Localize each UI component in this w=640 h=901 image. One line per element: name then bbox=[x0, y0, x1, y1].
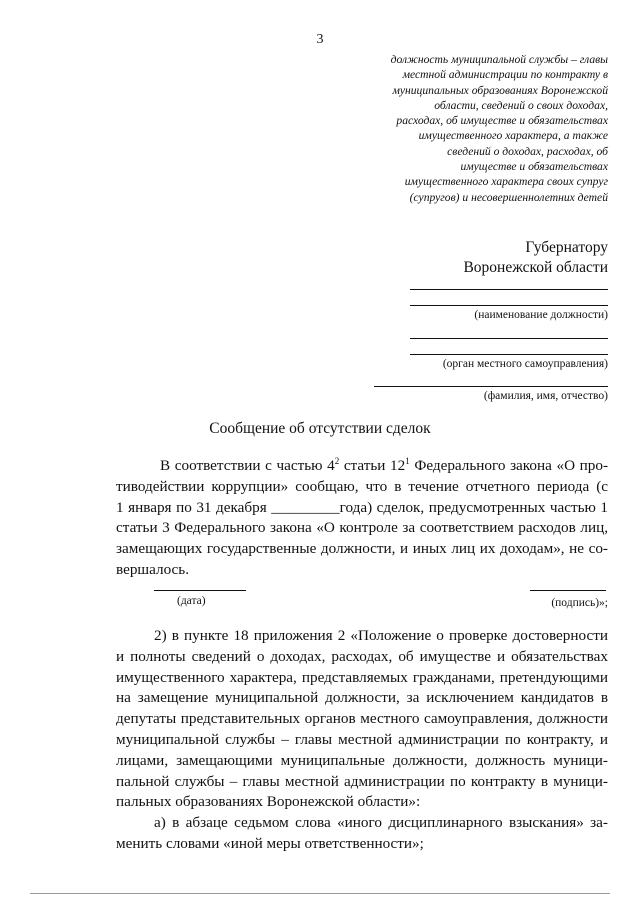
blank-line bbox=[410, 354, 608, 355]
signature-label: (подпись)»; bbox=[551, 597, 608, 609]
addressee-line: Губернатору bbox=[525, 239, 608, 256]
page-number: 3 bbox=[316, 32, 324, 47]
header-line: расходах, об имуществе и обязательствах bbox=[396, 114, 608, 128]
body-label: (орган местного самоуправления) bbox=[442, 358, 608, 370]
header-line: сведений о доходах, расходах, об bbox=[447, 144, 608, 158]
item-2-line: лицами, замещающими муниципальные должности, должность муници- bbox=[116, 751, 608, 769]
date-label: (дата) bbox=[177, 595, 206, 607]
date-blank-line bbox=[154, 590, 246, 591]
item-a-line: а) в абзаце седьмом слова «иного дисциплинарного взыскания» за- bbox=[154, 814, 608, 831]
position-label: (наименование должности) bbox=[474, 309, 608, 321]
header-line: имуществе и обязательствах bbox=[460, 160, 608, 174]
name-label: (фамилия, имя, отчество) bbox=[483, 390, 608, 402]
header-line: муниципальных образованиях Воронежской bbox=[392, 83, 608, 97]
header-line: местной администрации по контракту в bbox=[402, 68, 608, 82]
item-2-line: имущественного характера, представляемых гражданами, претендующими bbox=[116, 668, 608, 686]
item-2-line: пальных образованиях Воронежской области»: bbox=[116, 793, 421, 811]
header-line: должность муниципальной службы – главы bbox=[390, 53, 608, 66]
item-2-line: депутаты представительных органов местного самоуправления, должности bbox=[116, 710, 608, 728]
item-2-line: и полноты сведений о доходах, расходах, об имуществе и обязательствах bbox=[116, 647, 608, 665]
blank-line bbox=[374, 386, 608, 387]
item-2-line: на замещение муниципальной должности, за исключением кандидатов в bbox=[116, 689, 608, 707]
message-line: вершалось. bbox=[116, 561, 190, 579]
message-line: тиводействии коррупции» сообщаю, что в течение отчетного периода (с bbox=[116, 477, 608, 495]
signature-blank-line bbox=[530, 590, 606, 591]
message-line: В соответствии с частью $4^2$ статьи $12^1$ Федерального закона «О про- bbox=[160, 456, 609, 475]
header-line: имущественного характера, а также bbox=[418, 129, 608, 143]
message-line: статьи 3 Федерального закона «О контроле за соответствием расходов лиц, bbox=[116, 519, 608, 537]
addressee-line: Воронежской области bbox=[463, 259, 608, 276]
page-bottom-rule bbox=[30, 893, 610, 894]
blank-line bbox=[410, 289, 608, 290]
blank-line bbox=[410, 305, 608, 306]
blank-line bbox=[410, 338, 608, 339]
header-line: имущественного характера своих супруг bbox=[404, 175, 608, 189]
header-line: области, сведений о своих доходах, bbox=[434, 98, 608, 112]
item-2-line: муниципальной службы – главы местной администрации по контракту, и bbox=[116, 730, 608, 748]
item-2-line: 2) в пункте 18 приложения 2 «Положение о проверке достоверности bbox=[154, 627, 608, 644]
message-line: 1 января по 31 декабря _________года) сделок, предусмотренных частью 1 bbox=[116, 498, 608, 516]
item-2-paragraph bbox=[116, 626, 608, 813]
addressee-block bbox=[463, 238, 608, 278]
header-reference-block bbox=[338, 52, 608, 205]
message-title: Сообщение об отсутствии сделок bbox=[209, 420, 431, 437]
message-line: замещающих государственные должности, и иных лиц их доходам», не со- bbox=[116, 540, 608, 558]
item-2-line: пальной службы – главы местной администрации по контракту в муници- bbox=[116, 772, 608, 790]
header-line: (супругов) и несовершеннолетних детей bbox=[409, 190, 608, 204]
item-a-line: менить словами «иной меры ответственности»; bbox=[116, 834, 424, 852]
message-body bbox=[116, 451, 608, 581]
item-a-paragraph bbox=[116, 813, 608, 855]
